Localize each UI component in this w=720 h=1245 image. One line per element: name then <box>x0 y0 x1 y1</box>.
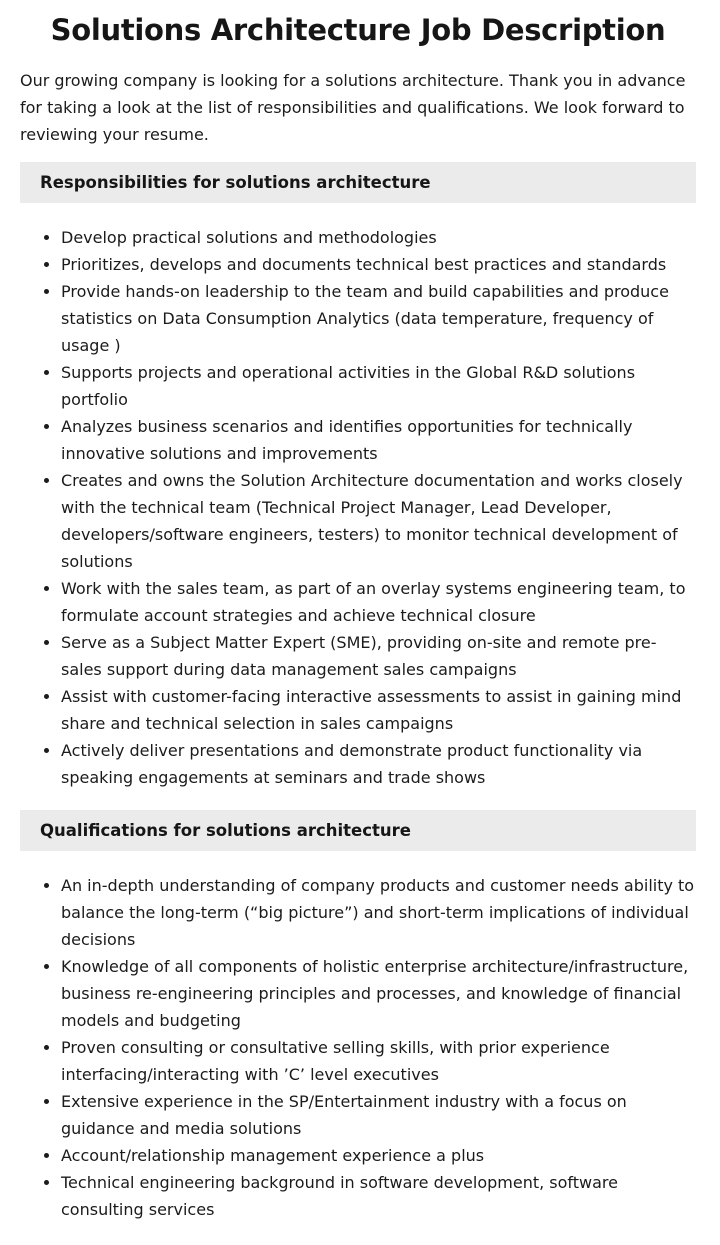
list-item: • Actively deliver presentations and demonstrate product functionality via speaking engagements at seminars and trade shows <box>61 737 696 791</box>
list-item: • Provide hands-on leadership to the team and build capabilities and produce statistics on Data Consumption Analytics (data temperature, frequency of usage ) <box>61 278 696 359</box>
qualifications-list <box>20 872 696 1223</box>
list-item: • An in-depth understanding of company products and customer needs ability to balance the long-term (“big picture”) and short-term implications of individual decisions <box>61 872 696 953</box>
qualifications-section <box>20 810 696 1223</box>
list-item: • Develop practical solutions and methodologies <box>61 224 696 251</box>
responsibilities-heading-bar <box>20 162 696 203</box>
qualifications-heading-bar <box>20 810 696 851</box>
list-item: • Serve as a Subject Matter Expert (SME), providing on-site and remote pre-sales support during data management sales campaigns <box>61 629 696 683</box>
page-title: Solutions Architecture Job Description <box>50 13 666 47</box>
list-item: • Prioritizes, develops and documents technical best practices and standards <box>61 251 696 278</box>
list-item: • Proven consulting or consultative selling skills, with prior experience interfacing/interacting with ’C’ level executives <box>61 1034 696 1088</box>
qualifications-heading: Qualifications for solutions architecture <box>40 821 411 840</box>
list-item: • Technical engineering background in software development, software consulting services <box>61 1169 696 1223</box>
list-item: • Account/relationship management experience a plus <box>61 1142 696 1169</box>
responsibilities-section <box>20 162 696 791</box>
intro-paragraph: Our growing company is looking for a solutions architecture. Thank you in advance for taking a look at the list of responsibilities and qualifications. We look forward to reviewing your resume. <box>20 71 686 144</box>
list-item: • Extensive experience in the SP/Entertainment industry with a focus on guidance and media solutions <box>61 1088 696 1142</box>
list-item: • Analyzes business scenarios and identifies opportunities for technically innovative solutions and improvements <box>61 413 696 467</box>
list-item: • Work with the sales team, as part of an overlay systems engineering team, to formulate account strategies and achieve technical closure <box>61 575 696 629</box>
responsibilities-heading: Responsibilities for solutions architecture <box>40 173 431 192</box>
list-item: • Supports projects and operational activities in the Global R&D solutions portfolio <box>61 359 696 413</box>
responsibilities-list <box>20 224 696 791</box>
list-item: • Knowledge of all components of holistic enterprise architecture/infrastructure, business re-engineering principles and processes, and knowledge of financial models and budgeting <box>61 953 696 1034</box>
list-item: • Assist with customer-facing interactive assessments to assist in gaining mind share and technical selection in sales campaigns <box>61 683 696 737</box>
list-item: • Creates and owns the Solution Architecture documentation and works closely with the technical team (Technical Project Manager, Lead Developer, developers/software engineers, testers) to monitor technical development of solutions <box>61 467 696 575</box>
